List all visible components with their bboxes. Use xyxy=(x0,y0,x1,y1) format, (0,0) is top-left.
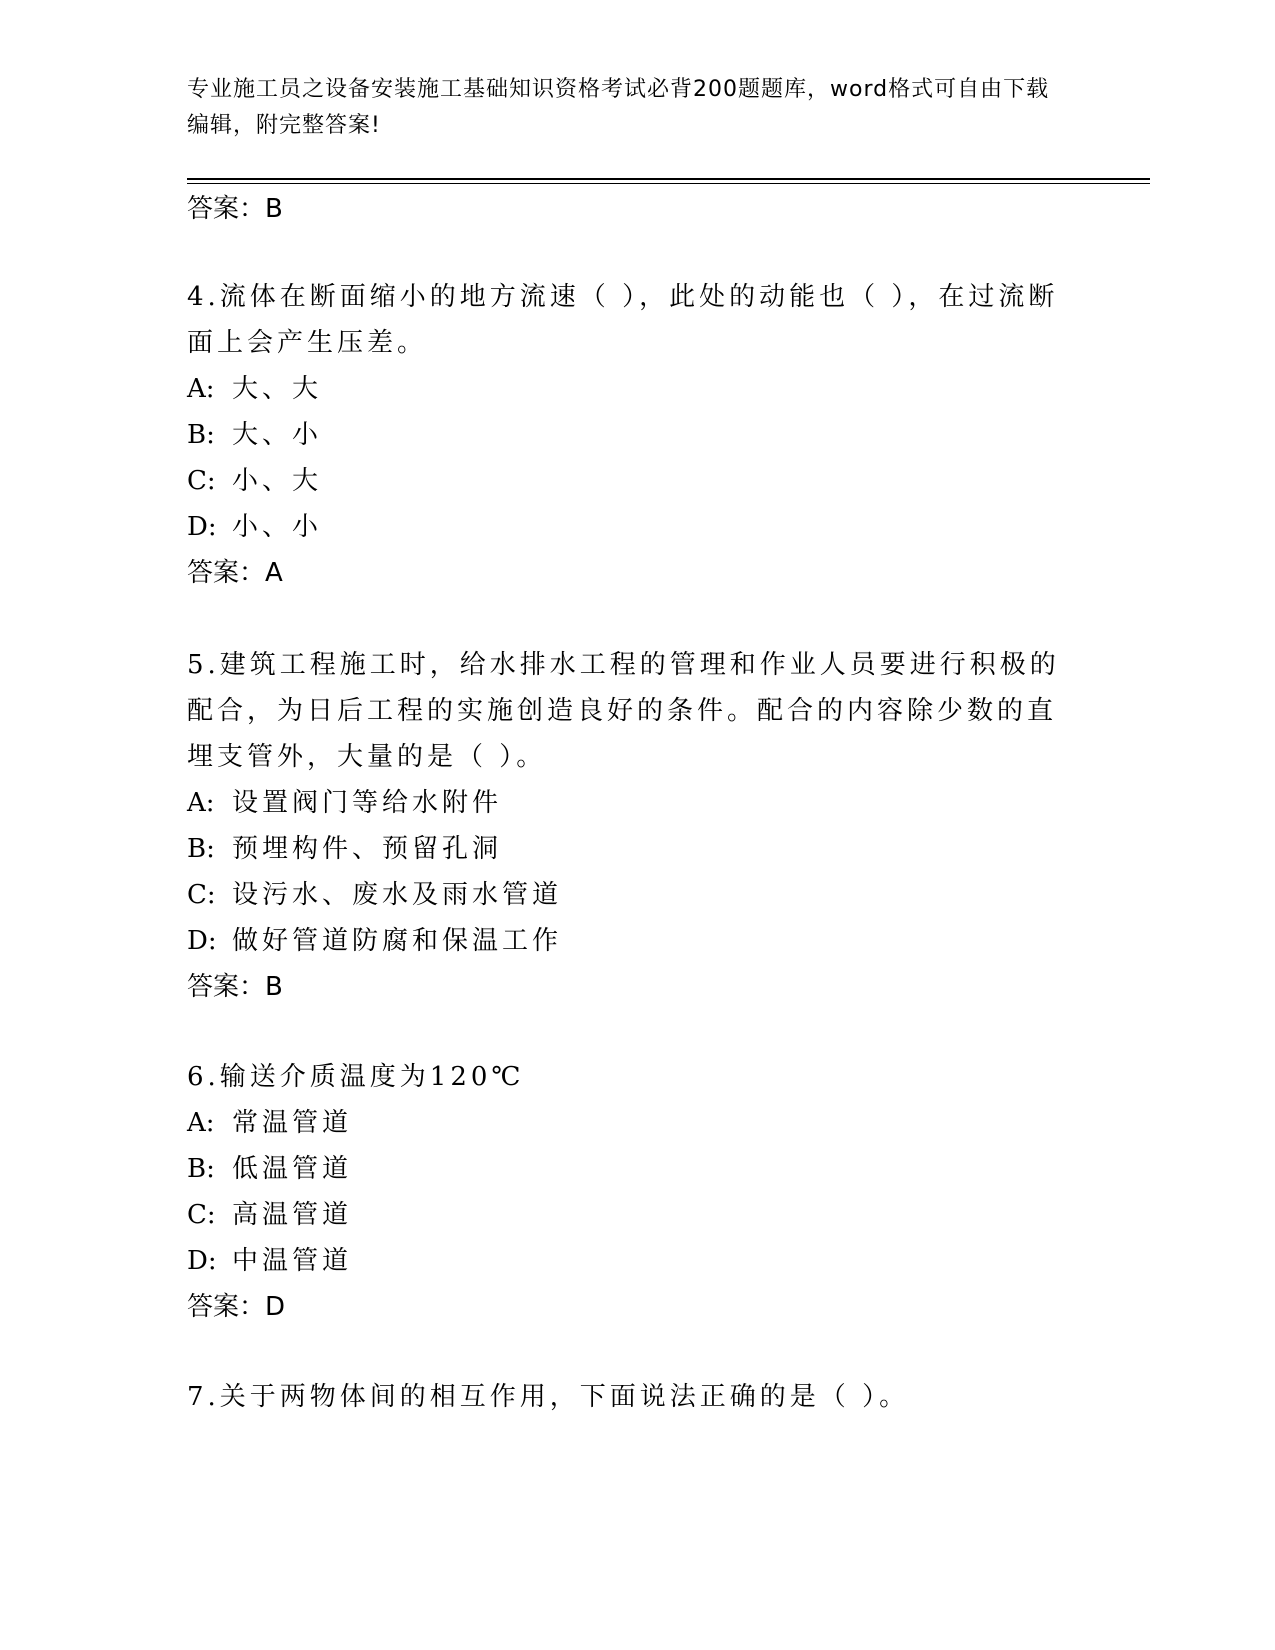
option-text: 小、小 xyxy=(232,512,323,542)
option-b xyxy=(187,1146,1087,1192)
question-5 xyxy=(187,642,1087,1010)
option-b xyxy=(187,412,1087,458)
question-6 xyxy=(187,1054,1087,1330)
option-a xyxy=(187,366,1087,412)
option-letter: C: xyxy=(187,466,216,496)
option-c xyxy=(187,458,1087,504)
option-d xyxy=(187,918,1087,964)
option-letter: D: xyxy=(187,1246,217,1276)
option-a xyxy=(187,780,1087,826)
option-text: 常温管道 xyxy=(232,1108,353,1138)
question-4 xyxy=(187,274,1087,596)
option-text: 设置阀门等给水附件 xyxy=(232,788,503,818)
answer-label: 答案：B xyxy=(187,972,283,1002)
option-d xyxy=(187,504,1087,550)
option-text: 中温管道 xyxy=(232,1246,353,1276)
answer-label: 答案：D xyxy=(187,1292,286,1322)
option-b xyxy=(187,826,1087,872)
option-letter: B: xyxy=(187,834,215,864)
option-text: 大、小 xyxy=(232,420,323,450)
option-letter: D: xyxy=(187,512,217,542)
option-letter: C: xyxy=(187,880,216,910)
option-letter: B: xyxy=(187,420,215,450)
option-c xyxy=(187,1192,1087,1238)
option-c xyxy=(187,872,1087,918)
option-text: 小、大 xyxy=(232,466,323,496)
option-text: 高温管道 xyxy=(232,1200,353,1230)
option-letter: B: xyxy=(187,1154,215,1184)
option-text: 大、大 xyxy=(232,374,323,404)
option-text: 低温管道 xyxy=(232,1154,353,1184)
option-letter: A: xyxy=(187,788,215,818)
option-text: 做好管道防腐和保温工作 xyxy=(232,926,563,956)
option-letter: D: xyxy=(187,926,217,956)
question-text: 4.流体在断面缩小的地方流速（ ），此处的动能也（ ），在过流断面上会产生压差。 xyxy=(187,282,1059,358)
question-text: 6.输送介质温度为120℃ xyxy=(187,1062,525,1092)
option-text: 预埋构件、预留孔洞 xyxy=(232,834,503,864)
option-letter: C: xyxy=(187,1200,216,1230)
question-text: 5.建筑工程施工时，给水排水工程的管理和作业人员要进行积极的配合，为日后工程的实施创造良好的条件。配合的内容除少数的直埋支管外，大量的是（ ）。 xyxy=(187,650,1060,772)
option-text: 设污水、废水及雨水管道 xyxy=(232,880,563,910)
answer-label: 答案：B xyxy=(187,194,283,224)
option-letter: A: xyxy=(187,374,215,404)
option-letter: A: xyxy=(187,1108,215,1138)
previous-answer-block xyxy=(187,186,1087,232)
question-7 xyxy=(187,1374,1087,1420)
option-d xyxy=(187,1238,1087,1284)
option-a xyxy=(187,1100,1087,1146)
header-rule-thin xyxy=(187,183,1150,184)
question-text: 7.关于两物体间的相互作用，下面说法正确的是（ ）。 xyxy=(187,1382,910,1412)
header-rule-thick xyxy=(187,178,1150,180)
document-header: 专业施工员之设备安装施工基础知识资格考试必背200题题库，word格式可自由下载编辑，附完整答案! xyxy=(187,77,1050,138)
answer-label: 答案：A xyxy=(187,558,283,588)
